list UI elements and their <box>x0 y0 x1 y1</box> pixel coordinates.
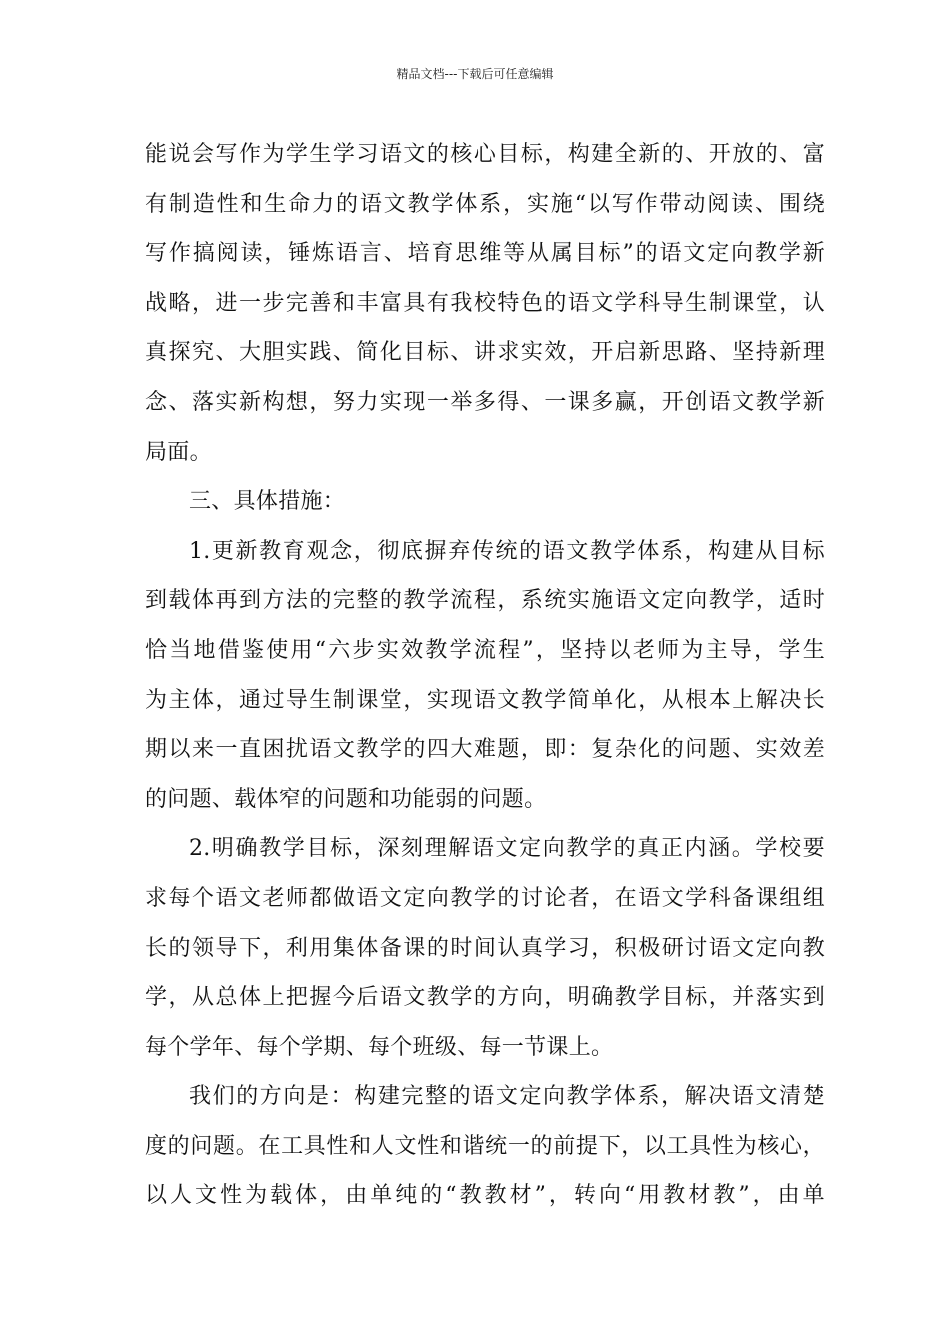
paragraph-measure-1 <box>145 527 825 825</box>
text-line: 期以来一直困扰语文教学的四大难题，即：复杂化的问题、实效差 <box>145 737 825 763</box>
paragraph-measure-2 <box>145 824 825 1072</box>
text-line: 我们的方向是：构建完整的语文定向教学体系，解决语文清楚 <box>189 1084 825 1110</box>
document-body <box>145 130 825 1221</box>
text-line: 以人文性为载体，由单纯的“教教材”，转向“用教材教”，由单 <box>145 1183 825 1209</box>
text-line: 每个学年、每个学期、每个班级、每一节课上。 <box>145 1034 614 1060</box>
text-line: 三、具体措施： <box>189 489 346 515</box>
text-line: 到载体再到方法的完整的教学流程，系统实施语文定向教学，适时 <box>145 588 825 614</box>
text-line: 求每个语文老师都做语文定向教学的讨论者，在语文学科备课组组 <box>145 885 825 911</box>
text-line: 度的问题。在工具性和人文性和谐统一的前提下，以工具性为核心， <box>145 1133 825 1159</box>
text-line: 写作搞阅读，锤炼语言、培育思维等从属目标”的语文定向教学新 <box>145 241 825 267</box>
text-line: 的问题、载体窄的问题和功能弱的问题。 <box>145 786 547 812</box>
text-line: 战略，进一步完善和丰富具有我校特色的语文学科导生制课堂，认 <box>145 290 825 316</box>
text-line: 真探究、大胆实践、简化目标、讲求实效，开启新思路、坚持新理 <box>145 340 825 366</box>
text-line: 1.更新教育观念，彻底摒弃传统的语文教学体系，构建从目标 <box>189 538 825 564</box>
text-line: 局面。 <box>145 439 212 465</box>
paragraph-core-goal <box>145 130 825 477</box>
text-line: 有制造性和生命力的语文教学体系，实施“以写作带动阅读、围绕 <box>145 191 825 217</box>
text-line: 学，从总体上把握今后语文教学的方向，明确教学目标，并落实到 <box>145 985 825 1011</box>
text-line: 2.明确教学目标，深刻理解语文定向教学的真正内涵。学校要 <box>189 836 825 862</box>
text-line: 长的领导下，利用集体备课的时间认真学习，积极研讨语文定向教 <box>145 935 825 961</box>
text-line: 念、落实新构想，努力实现一举多得、一课多赢，开创语文教学新 <box>145 389 825 415</box>
text-line: 为主体，通过导生制课堂，实现语文教学简单化，从根本上解决长 <box>145 687 825 713</box>
text-line: 恰当地借鉴使用“六步实效教学流程”，坚持以老师为主导，学生 <box>145 637 825 663</box>
page-header: 精品文档---下载后可任意编辑 <box>396 67 554 81</box>
text-line: 能说会写作为学生学习语文的核心目标，构建全新的、开放的、富 <box>145 142 825 167</box>
section-heading-measures <box>145 477 825 527</box>
paragraph-direction <box>145 1072 825 1221</box>
